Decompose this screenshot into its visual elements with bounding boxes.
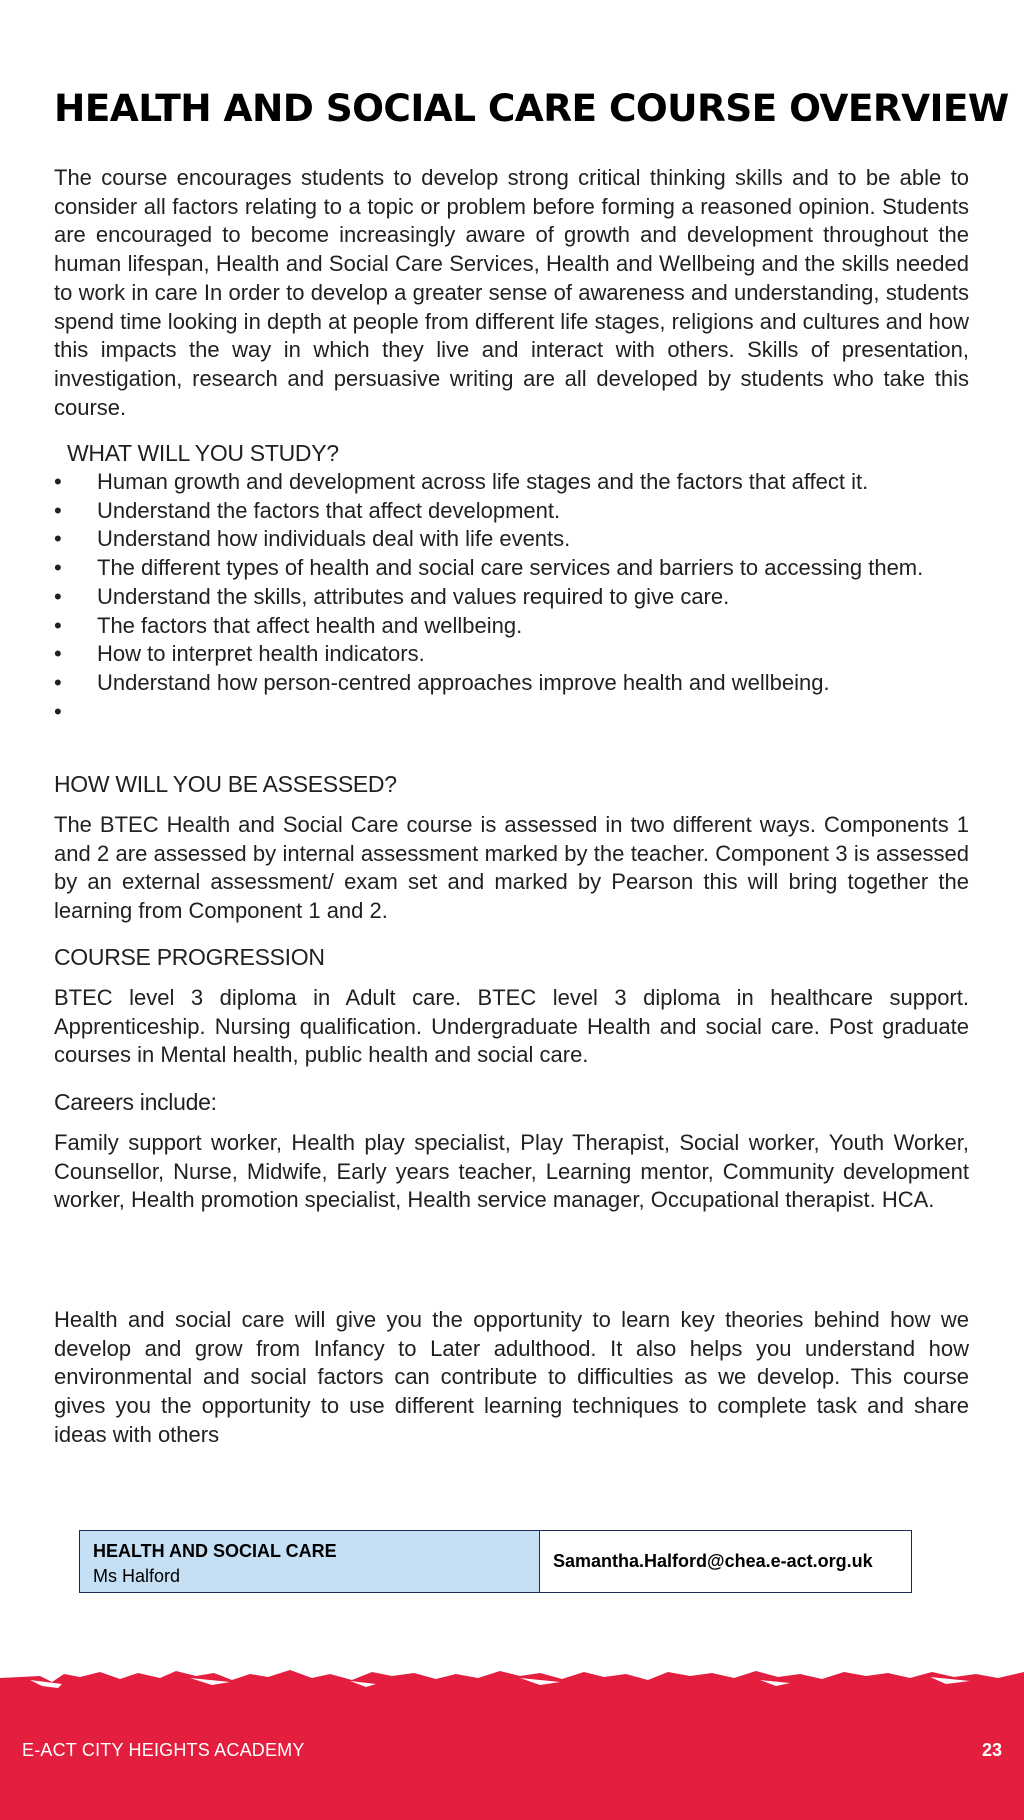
contact-subject: HEALTH AND SOCIAL CARE [93,1541,337,1561]
list-item: • Understand the factors that affect development. [54,497,969,526]
closing-paragraph: Health and social care will give you the opportunity to learn key theories behind how we develop and grow from Infancy to Later adulthood. It also helps you understand how environmental and social factors can contribute to difficulties as we develop. This course gives you the opportunity to use different learning techniques to complete task and share ideas with others [54,1307,969,1447]
intro-section [54,164,969,422]
contact-subject-cell [80,1531,540,1592]
list-item: • Understand the skills, attributes and values required to give care. [54,583,969,612]
page-title: HEALTH AND SOCIAL CARE COURSE OVERVIEW [54,86,1009,130]
study-section [54,438,969,726]
contact-teacher: Ms Halford [93,1566,181,1586]
list-item: • Understand how person-centred approaches improve health and wellbeing. [54,669,969,698]
list-item: • Human growth and development across life stages and the factors that affect it. [54,468,969,497]
intro-paragraph: The course encourages students to develop strong critical thinking skills and to be able to consider all factors relating to a topic or problem before forming a reasoned opinion. Students are encouraged to become increasingly aware of growth and development throughout the human lifespan, Health and Social Care Services, Health and Wellbeing and the skills needed to work in care In order to develop a greater sense of awareness and understanding, students spend time looking in depth at people from different life stages, religions and cultures and how this impacts the way in which they live and interact with others. Skills of presentation, investigation, research and persuasive writing are all developed by students who take this course. [54,165,969,420]
contact-email-cell [540,1531,911,1592]
progression-section [54,942,969,1070]
list-item: • How to interpret health indicators. [54,640,969,669]
assessment-heading: HOW WILL YOU BE ASSESSED? [54,771,397,797]
list-item: • The factors that affect health and wellbeing. [54,612,969,641]
careers-heading: Careers include: [54,1089,217,1115]
footer-school-name: E-ACT CITY HEIGHTS ACADEMY [22,1740,305,1760]
study-list [54,468,969,726]
page-number: 23 [981,1740,1002,1760]
assessment-section [54,769,969,926]
list-item: • Understand how individuals deal with life events. [54,525,969,554]
list-item [54,698,969,727]
careers-paragraph: Family support worker, Health play specialist, Play Therapist, Social worker, Youth Worker, Counsellor, Nurse, Midwife, Early years teacher, Learning mentor, Community development worker, Health promotion specialist, Health service manager, Occupational therapist. HCA. [54,1130,969,1213]
contact-email[interactable]: Samantha.Halford@chea.e-act.org.uk [553,1551,873,1571]
progression-paragraph: BTEC level 3 diploma in Adult care. BTEC level 3 diploma in healthcare support. Apprenticeship. Nursing qualification. Undergraduate Health and social care. Post graduate courses in Mental health, public health and social care. [54,985,969,1068]
closing-section [54,1306,969,1450]
study-heading: WHAT WILL YOU STUDY? [67,440,339,466]
careers-section [54,1087,969,1215]
assessment-paragraph: The BTEC Health and Social Care course is assessed in two different ways. Components 1 and 2 are assessed by internal assessment marked by the teacher. Component 3 is assessed by an external assessment/ exam set and marked by Pearson this will bring together the learning from Component 1 and 2. [54,812,969,924]
progression-heading: COURSE PROGRESSION [54,944,325,970]
list-item: • The different types of health and social care services and barriers to accessing them. [54,554,969,583]
contact-table [79,1530,912,1593]
